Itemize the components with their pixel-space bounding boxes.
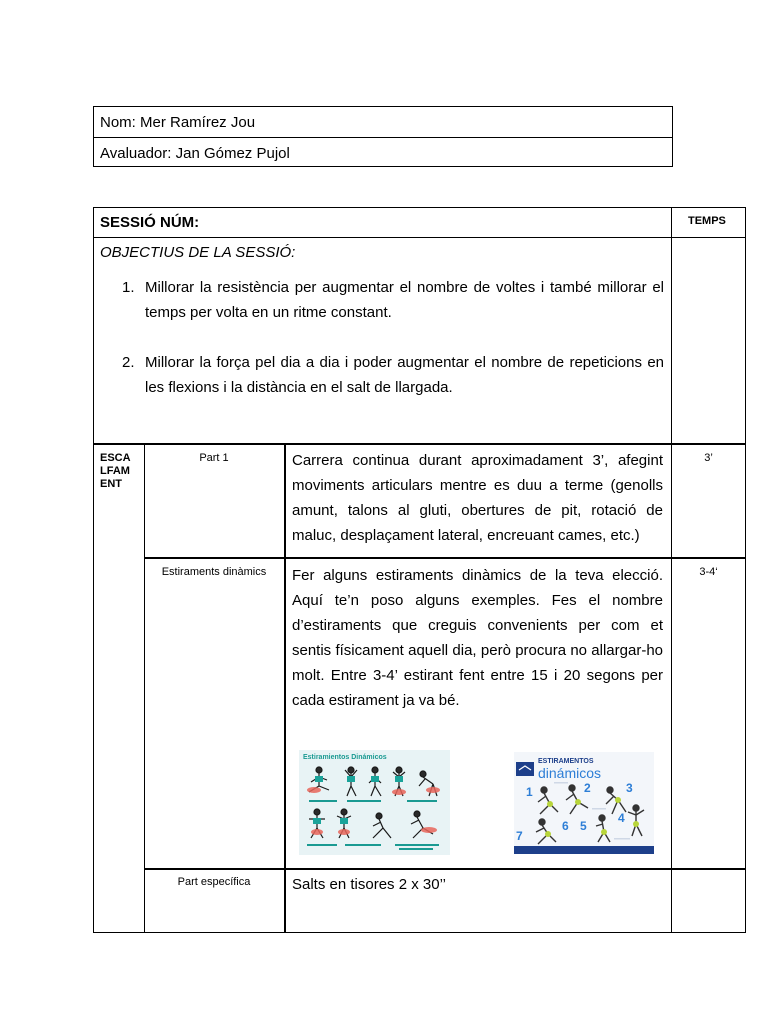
- objective-number-2: 2.: [122, 354, 135, 371]
- evaluator-row: [94, 137, 672, 167]
- phase-label: ESCA LFAM ENT: [100, 452, 131, 490]
- right-image-title-2: dinámicos: [538, 765, 602, 781]
- student-name-row: [94, 107, 672, 137]
- time-value-2: 3-4‘: [699, 566, 718, 578]
- svg-text:6: 6: [562, 819, 569, 833]
- svg-text:1: 1: [526, 785, 533, 799]
- activity-text-2: Fer alguns estiraments dinàmics de la teva elecció. Aquí te’n poso alguns exemples. Fes el nombre d’estiraments que creguis convenients per com et sentis físicament aquell dia, però procura no allargar-ho molt. Entre 3-4’ estirant fent entre 15 i 20 segons per cada estirament ja va bé.: [292, 567, 663, 709]
- time-column-header: TEMPS: [688, 215, 726, 227]
- evaluator-name: Avaluador: Jan Gómez Pujol: [100, 145, 290, 162]
- objective-number-1: 1.: [122, 279, 135, 296]
- svg-text:5: 5: [580, 819, 587, 833]
- svg-text:2: 2: [584, 781, 591, 795]
- objectives-title: OBJECTIUS DE LA SESSIÓ:: [100, 244, 296, 261]
- svg-text:4: 4: [618, 811, 625, 825]
- objective-text-2: Millorar la força pel dia a dia i poder augmentar el nombre de repeticions en les flexions i la distància en el salt de llargada.: [145, 354, 664, 396]
- part-label-1: Part 1: [199, 452, 229, 464]
- time-value-1: 3’: [704, 452, 713, 464]
- right-image-title-1: ESTIRAMENTOS: [538, 758, 594, 765]
- stretch-poster-illustration: [514, 752, 654, 854]
- objective-text-1: Millorar la resistència per augmentar el nombre de voltes i també millorar el temps per volta en un ritme constant.: [145, 279, 664, 321]
- left-image-title: Estiramientos Dinámicos: [303, 754, 387, 761]
- student-name: Nom: Mer Ramírez Jou: [100, 114, 256, 131]
- session-number-label: SESSIÓ NÚM:: [100, 214, 200, 231]
- part-label-3: Part específica: [177, 876, 251, 888]
- part-label-2: Estiraments dinàmics: [161, 566, 267, 578]
- activity-text-3: Salts en tisores 2 x 30’’: [292, 876, 446, 893]
- svg-text:7: 7: [516, 829, 523, 843]
- dynamic-stretches-image-1: [299, 750, 450, 855]
- svg-text:3: 3: [626, 781, 633, 795]
- student-info-table: [93, 106, 673, 167]
- stretch-figures-illustration: [299, 750, 450, 855]
- activity-text-1: Carrera continua durant aproximadament 3’, afegint moviments articulars mentre es duu a terme (genolls amunt, talons al gluti, obertures de pit, rotació de maluc, desplaçament lateral, encreuant cames, etc.): [292, 452, 663, 544]
- dynamic-stretches-image-2: [514, 752, 654, 854]
